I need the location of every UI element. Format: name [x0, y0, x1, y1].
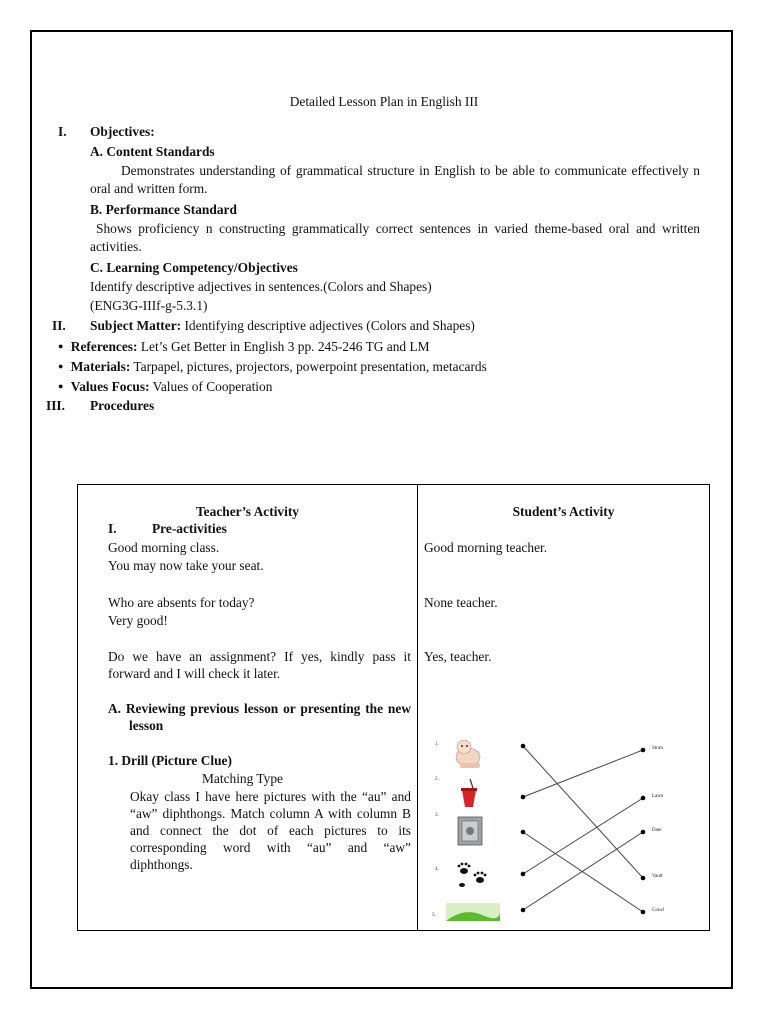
red-cup-picture-icon [461, 779, 477, 807]
drill-instructions: Okay class I have here pictures with the “au” and “aw” diphthongs. Match column A with column B and connect the dot of each pictures to its corresponding word with “au” and “aw” diphthongs. [130, 789, 411, 872]
dot-b2 [641, 796, 646, 801]
pre-activities-numeral: I. [108, 521, 117, 536]
table-divider [417, 484, 418, 931]
learning-competency-code: (ENG3G-IIIf-g-5.3.1) [90, 298, 208, 313]
objectives-heading: Objectives: [90, 124, 155, 139]
learning-competency-line1: Identify descriptive adjectives in sentences.(Colors and Shapes) [90, 279, 432, 294]
word-lawn: Lawn [652, 794, 664, 799]
content-standards-text: Demonstrates understanding of grammatical structure in English to be able to communicate effectively n oral and written form. [90, 163, 700, 196]
dot-b5 [641, 910, 646, 915]
word-vault: Vault [652, 874, 663, 879]
item-number-1: 1. [435, 742, 439, 747]
item-number-2: 2. [435, 777, 439, 782]
materials-bullet [58, 357, 487, 376]
subject-matter-line [90, 317, 475, 335]
match-line-2 [523, 750, 643, 797]
review-heading: A. Reviewing previous lesson or presenting the new lesson [108, 701, 411, 733]
word-straw: Straw [652, 746, 664, 751]
section3-numeral: III. [46, 398, 65, 413]
student-activity-header: Student’s Activity [512, 504, 615, 519]
word-crawl: Crawl [652, 908, 665, 913]
matching-type-label: Matching Type [202, 771, 284, 786]
teacher-seat: You may now take your seat. [108, 558, 264, 573]
word-date: Date [652, 828, 662, 833]
subject-matter-label: Subject Matter: [90, 318, 182, 333]
values-label: Values Focus: [70, 379, 150, 394]
dot-a1 [521, 744, 526, 749]
teacher-absent-question: Who are absents for today? [108, 595, 255, 610]
procedures-heading: Procedures [90, 398, 155, 413]
item-number-3: 3. [435, 813, 439, 818]
materials-label: Materials: [70, 359, 131, 374]
performance-standard-text: Shows proficiency n constructing grammatically correct sentences in varied theme-based oral and written activities. [90, 221, 700, 254]
references-bullet [58, 337, 430, 356]
section2-numeral: II. [52, 318, 66, 333]
item-number-5: 5. [432, 913, 436, 918]
subject-matter-text: Identifying descriptive adjectives (Colors and Shapes) [184, 318, 475, 333]
dot-b3 [641, 830, 646, 835]
performance-standard-heading: B. Performance Standard [90, 202, 237, 217]
learning-competency-heading: C. Learning Competency/Objectives [90, 260, 298, 275]
teacher-activity-header: Teacher’s Activity [195, 504, 299, 519]
teacher-assignment: Do we have an assignment? If yes, kindly pass it forward and I will check it later. [108, 649, 411, 681]
dot-a3 [521, 830, 526, 835]
teacher-greeting: Good morning class. [108, 540, 220, 555]
dot-b4 [641, 876, 646, 881]
drill-heading: 1. Drill (Picture Clue) [108, 753, 232, 768]
dot-a5 [521, 908, 526, 913]
values-text: Values of Cooperation [152, 379, 273, 394]
materials-text: Tarpapel, pictures, projectors, powerpoint presentation, metacards [133, 359, 487, 374]
vault-picture-icon [458, 817, 482, 845]
paw-prints-picture-icon [458, 863, 487, 887]
pre-activities-heading: Pre-activities [152, 521, 227, 536]
document-title: Detailed Lesson Plan in English III [289, 94, 479, 109]
references-label: References: [70, 339, 138, 354]
student-greeting: Good morning teacher. [424, 540, 548, 555]
section1-numeral: I. [58, 124, 67, 139]
student-assignment-answer: Yes, teacher. [424, 649, 492, 664]
references-text: Let’s Get Better in English 3 pp. 245-246 TG and LM [140, 339, 430, 354]
dot-b1 [641, 748, 646, 753]
values-bullet [58, 377, 272, 396]
student-absent-answer: None teacher. [424, 595, 498, 610]
dot-a2 [521, 795, 526, 800]
match-line-4 [523, 798, 643, 874]
matching-lines-svg [424, 735, 706, 927]
matching-worksheet-figure [424, 735, 706, 927]
dot-a4 [521, 872, 526, 877]
content-standards-heading: A. Content Standards [90, 144, 215, 159]
baby-picture-icon [456, 740, 480, 768]
teacher-very-good: Very good! [108, 613, 168, 628]
match-line-1 [523, 746, 643, 878]
lawn-picture-icon [446, 903, 500, 921]
item-number-4: 4. [435, 867, 439, 872]
